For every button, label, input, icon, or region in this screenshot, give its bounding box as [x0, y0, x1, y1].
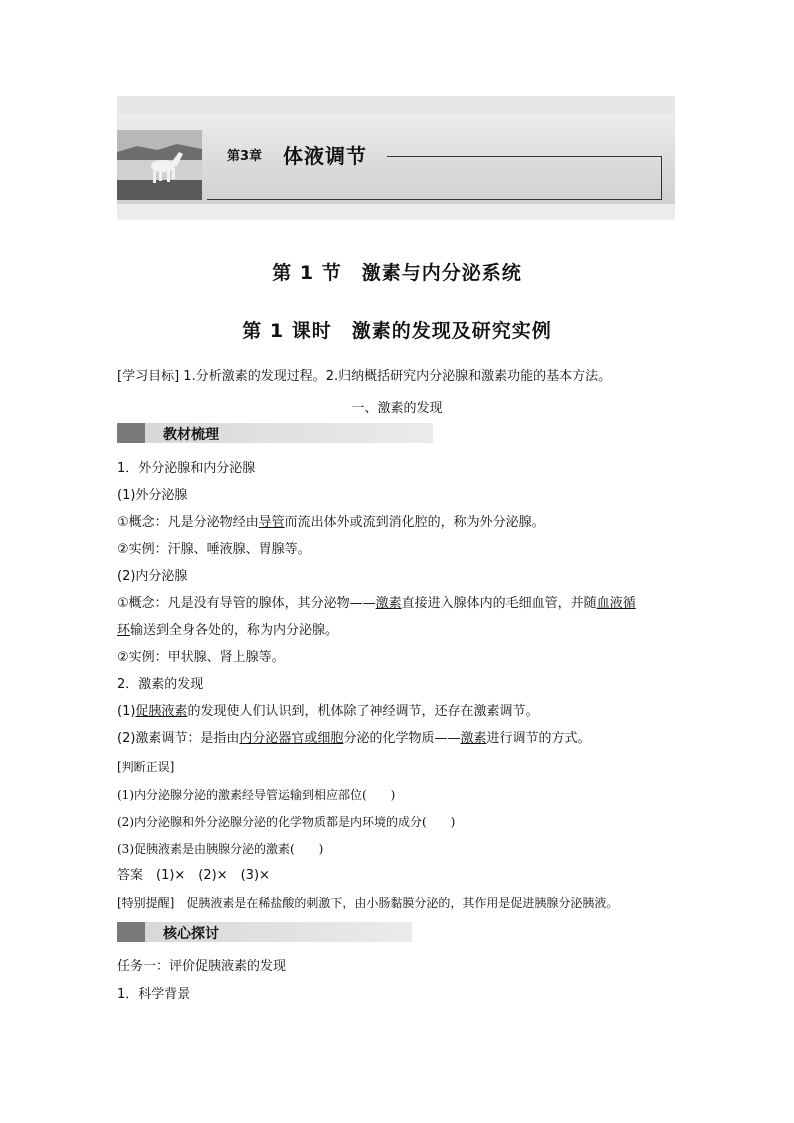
judge-item-1: (1)内分泌腺分泌的激素经导管运输到相应部位( ) [117, 788, 396, 802]
text-span: 分泌的化学物质—— [343, 731, 461, 746]
answer-blank: 内分泌器官或细胞 [239, 731, 344, 746]
horse-photo [117, 130, 202, 200]
text-line [117, 730, 590, 748]
answer-blank: 血液循 [596, 596, 636, 611]
chapter-number: 第3章 [227, 149, 263, 164]
banner-top-strip [117, 96, 675, 114]
text-line: 1．科学背景 [117, 987, 191, 1002]
tip-text: 促胰液素是在稀盐酸的刺激下，由小肠黏膜分泌的，其作用是促进胰腺分泌胰液。 [174, 896, 619, 910]
banner-rule [387, 156, 662, 157]
judge-item-2: (2)内分泌腺和外分泌腺分泌的化学物质都是内环境的成分( ) [117, 815, 456, 829]
judge-tag: [判断正误] [117, 760, 175, 774]
banner-bottom-strip [117, 204, 675, 220]
chapter-banner [117, 96, 675, 220]
chapter-title: 体液调节 [283, 144, 367, 168]
text-span: 而流出体外或流到消化腔的，称为外分泌腺。 [284, 515, 545, 530]
text-span: 直接进入腺体内的毛细血管，并随 [401, 596, 597, 611]
text-span: 的发现使人们认识到，机体除了神经调节，还存在激素调节。 [187, 704, 539, 719]
text-line: 1．外分泌腺和内分泌腺 [117, 461, 256, 476]
answer-line: 答案 (1)× (2)× (3)× [117, 868, 270, 883]
answer-blank: 激素 [460, 731, 487, 746]
text-line [117, 514, 545, 532]
tip-line [117, 894, 618, 913]
task-heading: 任务一：评价促胰液素的发现 [117, 959, 287, 974]
text-span: ①概念：凡是分泌物经由 [117, 515, 259, 530]
judge-item-3: (3)促胰液素是由胰腺分泌的激素( ) [117, 842, 324, 856]
tip-tag: [特别提醒] [117, 896, 175, 910]
text-line: ②实例：汗腺、唾液腺、胃腺等。 [117, 542, 311, 557]
text-span: ①概念：凡是没有导管的腺体，其分泌物—— [117, 596, 376, 611]
text-line [117, 622, 338, 640]
section-bar-label: 核心探讨 [163, 926, 219, 942]
section-title: 第 1 节 激素与内分泌系统 [272, 262, 522, 284]
learning-objectives [117, 368, 611, 386]
answer-blank: 激素 [375, 596, 402, 611]
text-span: 输送到全身各处的，称为内分泌腺。 [130, 623, 339, 638]
text-line: (1)外分泌腺 [117, 488, 188, 503]
answer-blank: 环 [117, 623, 131, 638]
text-line: ②实例：甲状腺、肾上腺等。 [117, 650, 285, 665]
part-heading: 一、激素的发现 [351, 401, 443, 416]
objectives-tag: [学习目标] [117, 369, 180, 384]
text-span: (1) [117, 704, 136, 719]
text-span: (2)激素调节：是指由 [117, 731, 240, 746]
objectives-text: 1.分析激素的发现过程。2.归纳概括研究内分泌腺和激素功能的基本方法。 [183, 369, 612, 384]
text-line [117, 595, 636, 613]
text-line [117, 703, 538, 721]
section-bar-label: 教材梳理 [163, 427, 219, 443]
answer-blank: 促胰液素 [135, 704, 188, 719]
answer-blank: 导管 [258, 515, 285, 530]
section-bar-textbook [117, 423, 433, 443]
banner-rule-bottom [207, 199, 662, 200]
text-span: 进行调节的方式。 [486, 731, 591, 746]
text-line: 2．激素的发现 [117, 677, 204, 692]
lesson-title: 第 1 课时 激素的发现及研究实例 [242, 320, 552, 342]
banner-rule-vertical [661, 156, 662, 200]
text-line: (2)内分泌腺 [117, 569, 188, 584]
section-bar-core [117, 922, 412, 942]
